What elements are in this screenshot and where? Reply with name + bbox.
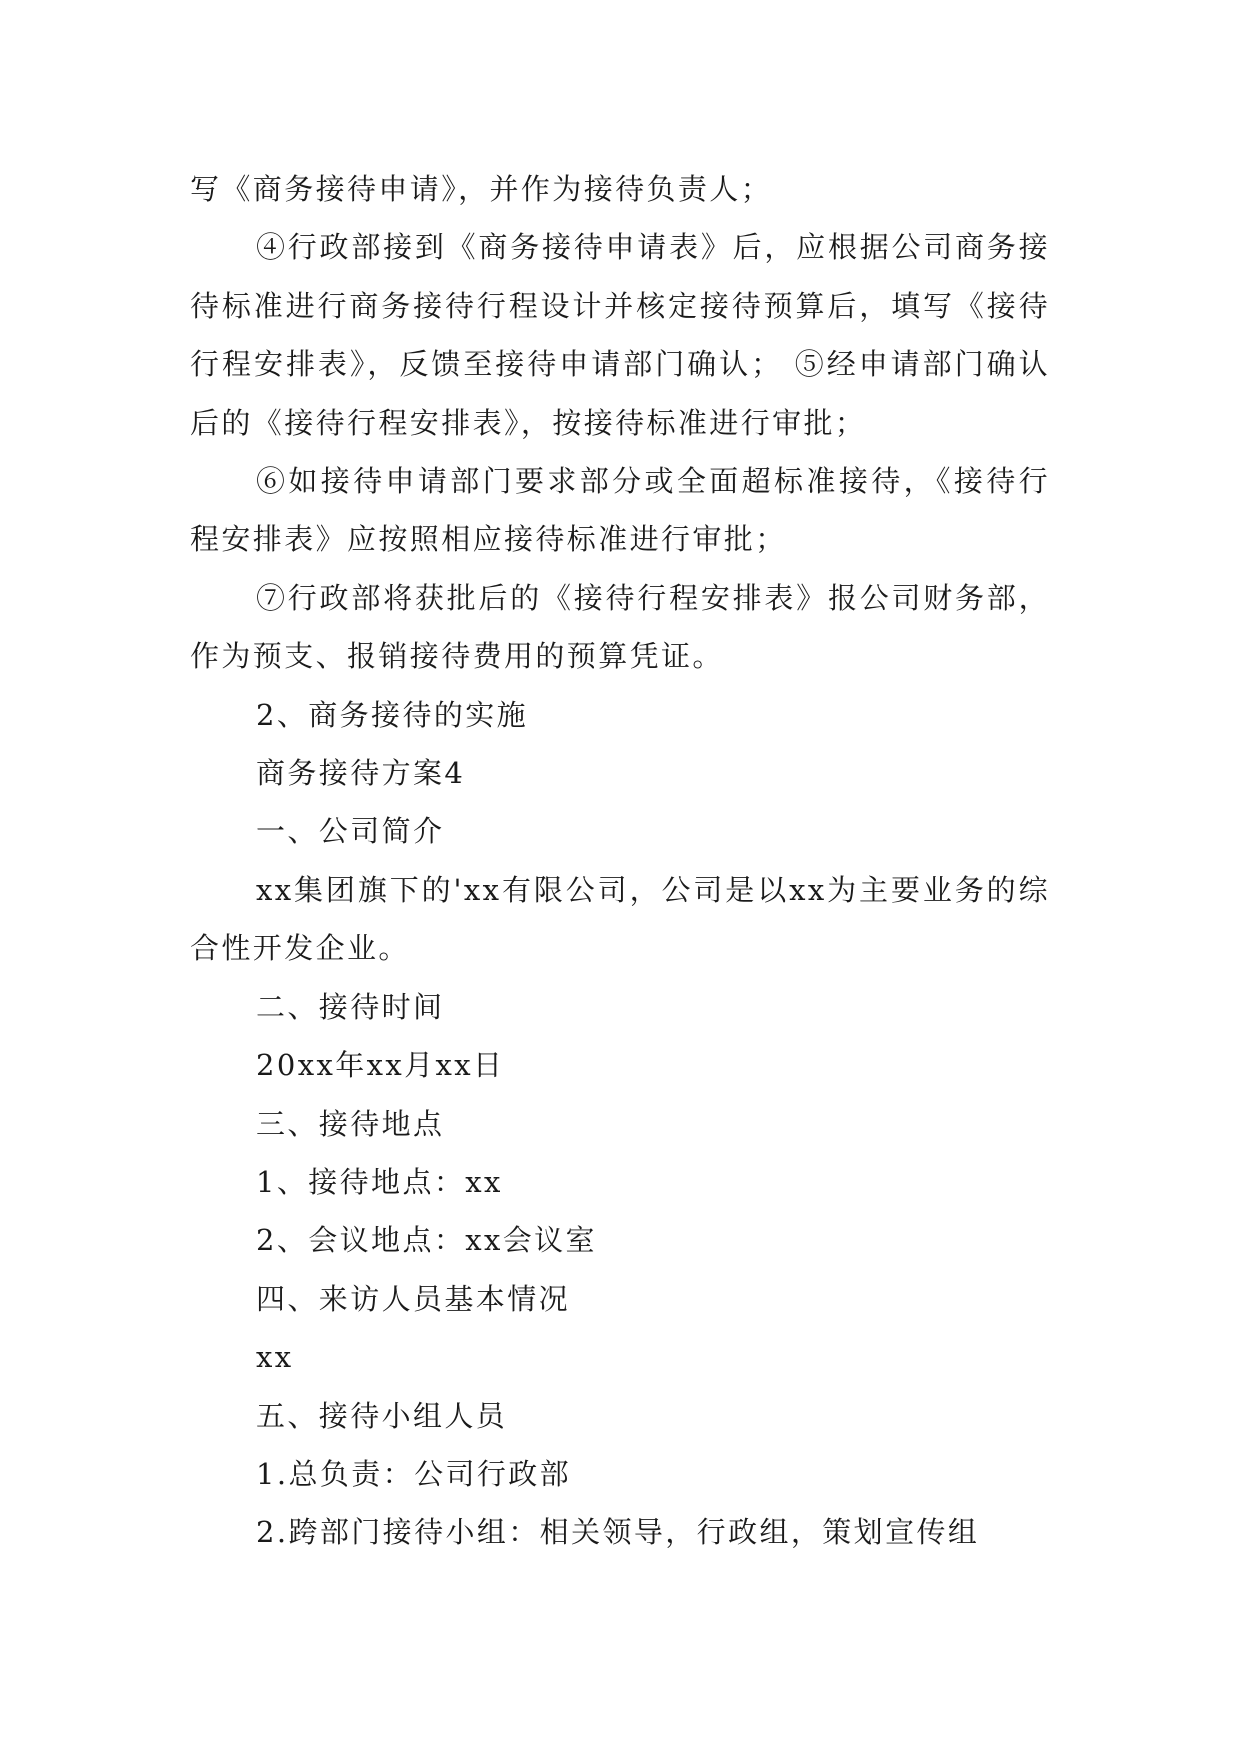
list-item-meeting-location: 2、会议地点：xx会议室 xyxy=(256,1223,597,1258)
plan-title: 商务接待方案4 xyxy=(256,756,466,791)
section-heading-reception-location: 三、接待地点 xyxy=(256,1106,445,1141)
list-item-cross-department-team: 2.跨部门接待小组：相关领导，行政组，策划宣传组 xyxy=(256,1515,980,1550)
list-item-team-lead: 1.总负责：公司行政部 xyxy=(256,1456,572,1491)
paragraph-step-6: ⑥如接待申请部门要求部分或全面超标准接待，《接待行程安排表》应按照相应接待标准进行审批； xyxy=(190,464,1050,557)
paragraph-visitors: xx xyxy=(256,1340,294,1375)
section-heading-visitors: 四、来访人员基本情况 xyxy=(256,1281,571,1316)
list-item-reception-location: 1、接待地点：xx xyxy=(256,1164,503,1199)
section-heading-reception-team: 五、接待小组人员 xyxy=(256,1398,508,1433)
paragraph-company-profile: xx集团旗下的'xx有限公司，公司是以xx为主要业务的综合性开发企业。 xyxy=(190,872,1050,966)
section-heading-reception-time: 二、接待时间 xyxy=(256,989,445,1024)
paragraph-reception-date: 20xx年xx月xx日 xyxy=(256,1048,505,1083)
paragraph-step-4-5: ④行政部接到《商务接待申请表》后，应根据公司商务接待标准进行商务接待行程设计并核定接待预算后，填写《接待行程安排表》，反馈至接待申请部门确认； ⑤经申请部门确认后的《接待行程安排表》，按接待标准进行审批； xyxy=(190,230,1050,440)
section-heading-company-profile: 一、公司简介 xyxy=(256,814,445,849)
document-body xyxy=(190,160,1050,1562)
paragraph-application-continuation: 写《商务接待申请》，并作为接待负责人； xyxy=(190,172,773,206)
paragraph-step-7: ⑦行政部将获批后的《接待行程安排表》报公司财务部，作为预支、报销接待费用的预算凭证。 xyxy=(190,580,1050,674)
section-heading-implementation: 2、商务接待的实施 xyxy=(256,697,529,732)
